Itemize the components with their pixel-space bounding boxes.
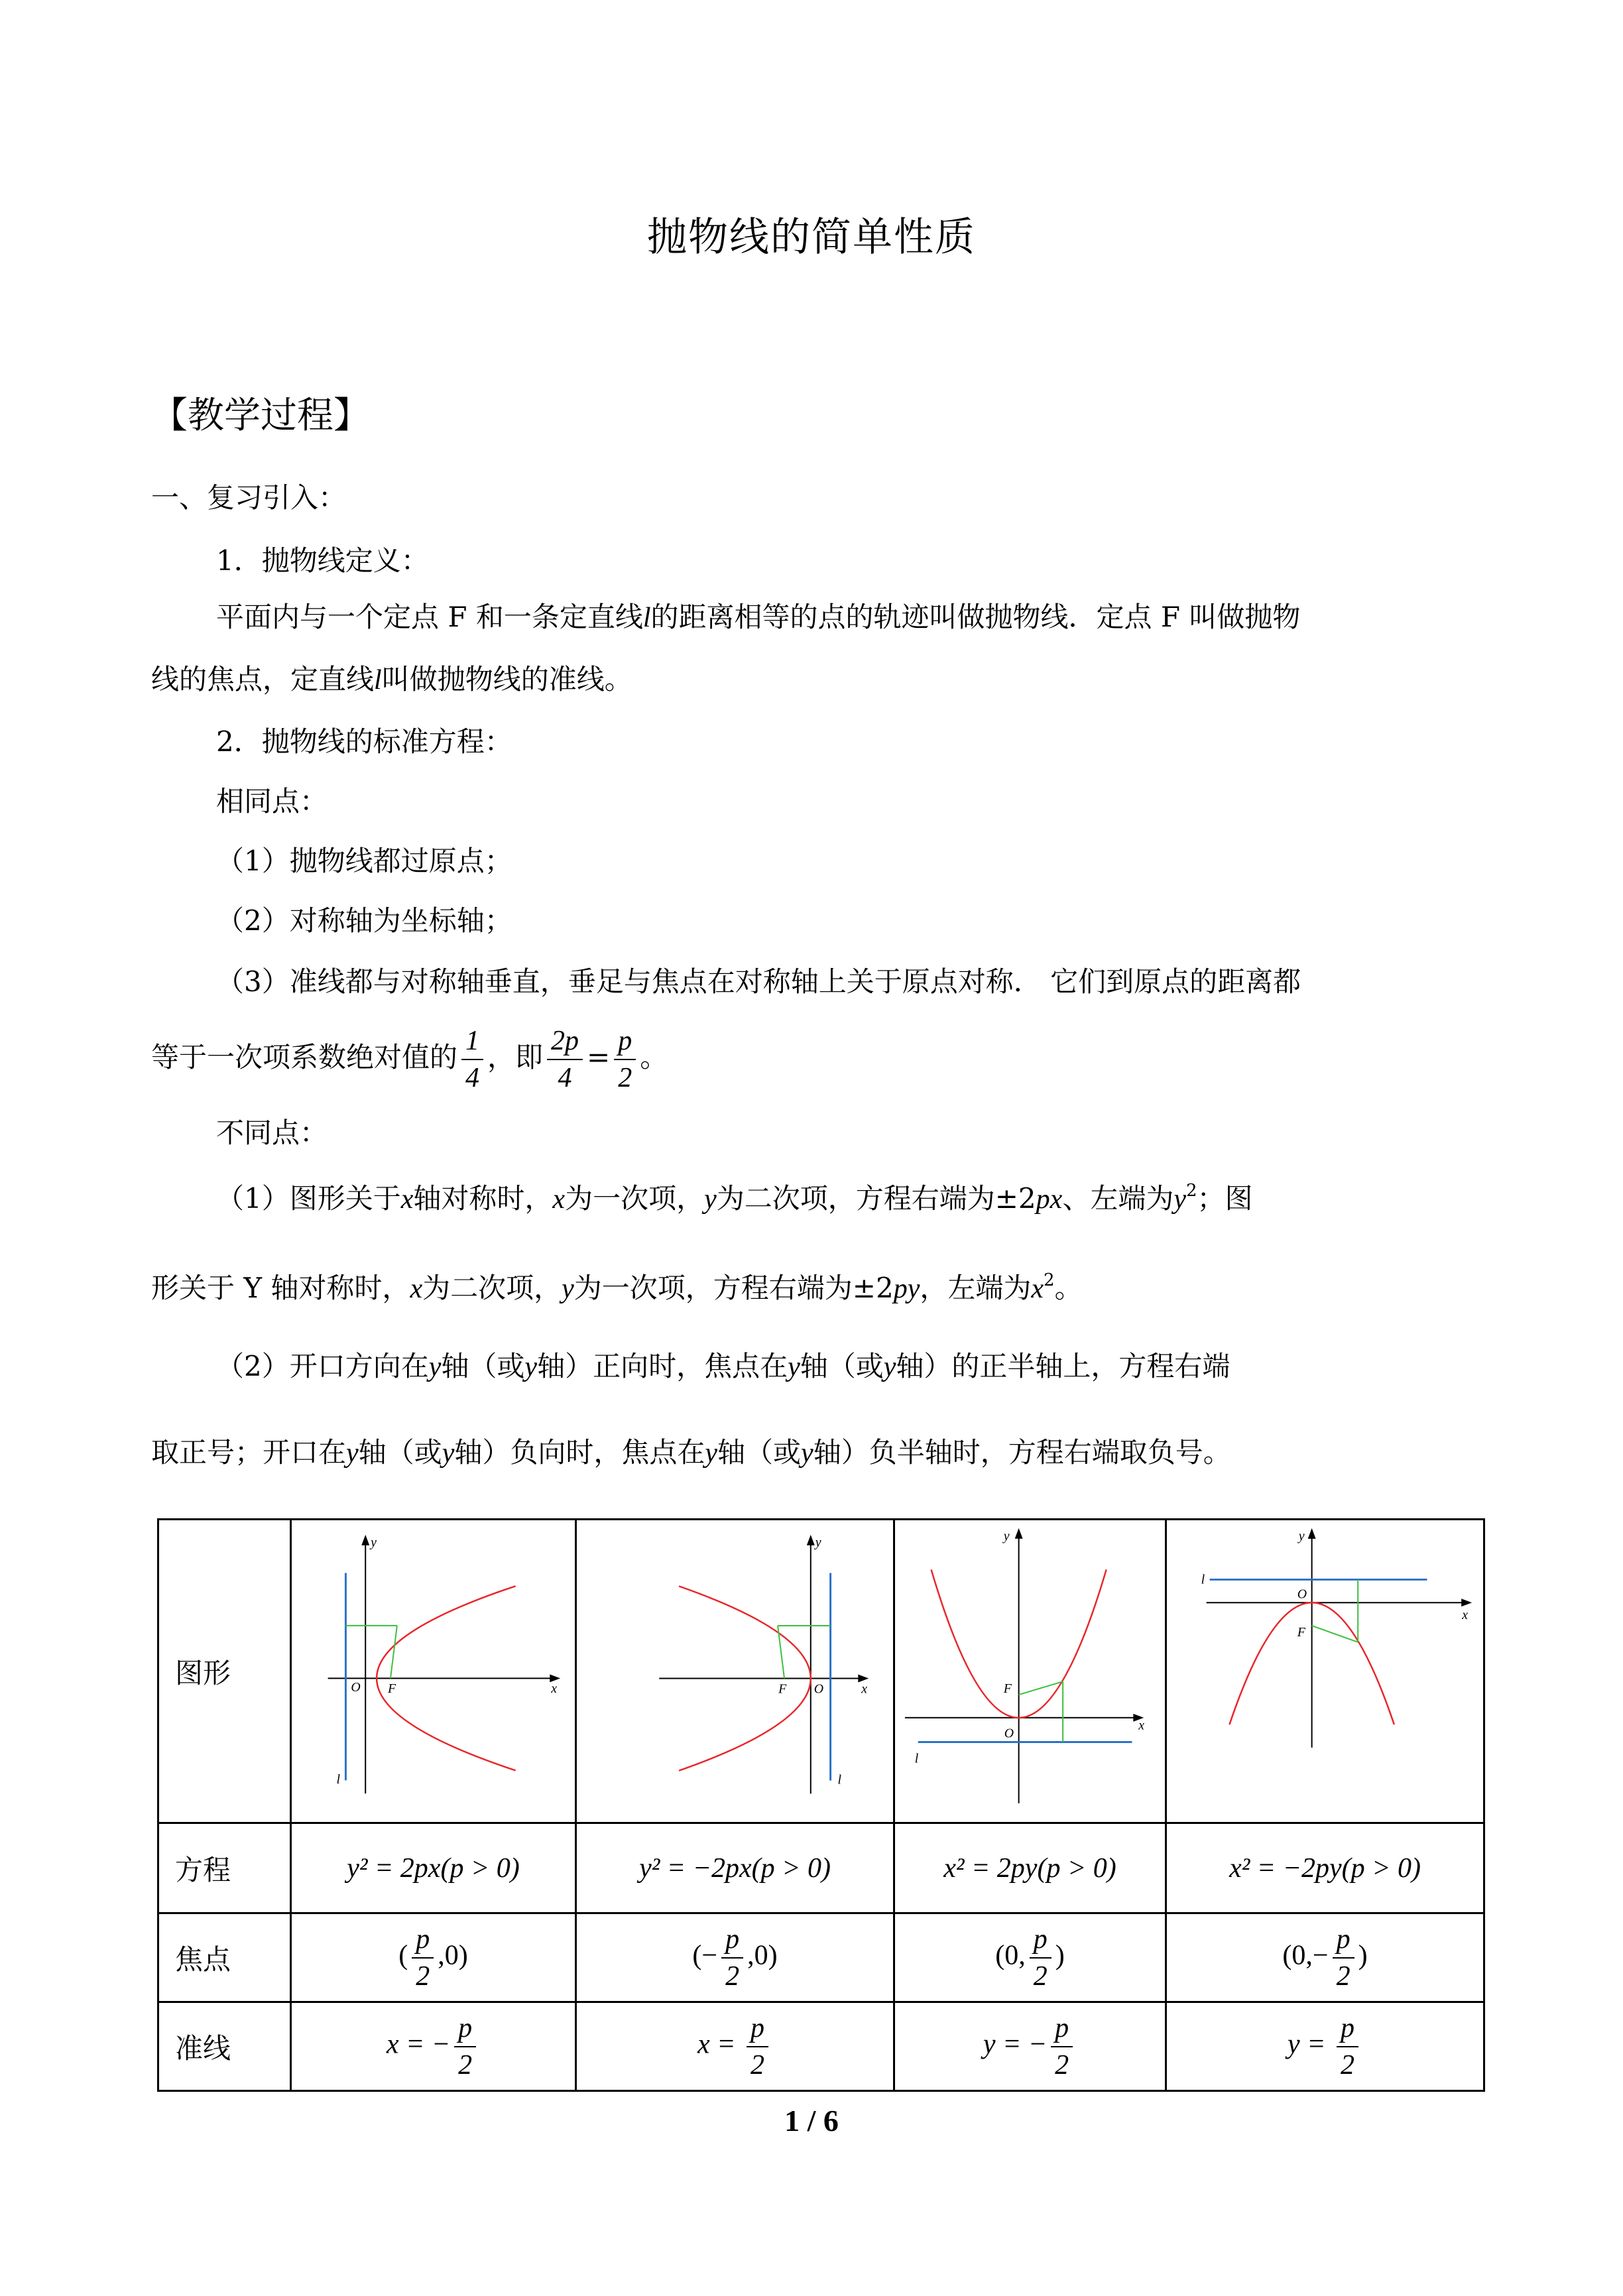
- focus-label: F: [778, 1681, 787, 1697]
- focus-row: [158, 1913, 1484, 2002]
- similarities-heading: 相同点：: [216, 785, 328, 817]
- y-axis-label: y: [815, 1535, 821, 1550]
- equation-left: y² = −2px(p > 0): [576, 1823, 894, 1913]
- equation-up: x² = 2py(p > 0): [894, 1823, 1166, 1913]
- x-axis-label: x: [551, 1681, 558, 1697]
- page-title: 抛物线的简单性质: [647, 214, 976, 261]
- row-label-focus: 焦点: [158, 1913, 291, 2002]
- focus-up: (0, $\frac{p}{2}$ ): [894, 1913, 1166, 2002]
- definition-heading: 1．抛物线定义：: [216, 544, 429, 577]
- review-heading: 一、复习引入：: [151, 481, 347, 514]
- x-axis-label: x: [861, 1681, 868, 1697]
- difference-item-1-continued: 形关于 Y 轴对称时，x为二次项，y为一次项，方程右端为±2py，左端为$x^2$。: [151, 1270, 1083, 1304]
- similarity-item-2: （2）对称轴为坐标轴；: [216, 904, 512, 937]
- definition-paragraph-line-1: 平面内与一个定点 F 和一条定直线l的距离相等的点的轨迹叫做抛物线．定点 F 叫做抛物: [216, 601, 1301, 633]
- figure-right-opening: [291, 1520, 576, 1823]
- origin-label: O: [1004, 1726, 1014, 1741]
- definition-paragraph-line-2: 线的焦点，定直线l叫做抛物线的准线。: [151, 663, 632, 695]
- equation-down: x² = −2py(p > 0): [1166, 1823, 1484, 1913]
- fraction-p-over-2: $\frac{p}{2}$: [614, 1027, 636, 1092]
- y-axis-label: y: [371, 1535, 377, 1550]
- parabola-figure-down: [1167, 1520, 1483, 1822]
- origin-label: O: [351, 1680, 361, 1695]
- similarity-item-3: （3）准线都与对称轴垂直，垂足与焦点在对称轴上关于原点对称． 它们到原点的距离都: [216, 965, 1301, 998]
- difference-item-1: （1）图形关于x轴对称时，x为一次项，y为二次项，方程右端为±2px、左端为$y^2$；图: [216, 1181, 1253, 1215]
- equation-row: [158, 1823, 1484, 1913]
- origin-label: O: [813, 1681, 824, 1697]
- row-label-directrix: 准线: [158, 2002, 291, 2091]
- x-axis-label: x: [1138, 1718, 1145, 1733]
- similarity-item-3-continued: 等于一次项系数绝对值的 $\frac{1}{4}$ ，即 $\frac{2p}{4}$ = $\frac{p}{2}$ 。: [151, 1026, 668, 1093]
- directrix-label: l: [336, 1772, 341, 1787]
- directrix-down: y = $\frac{p}{2}$: [1166, 2002, 1484, 2091]
- focus-label: F: [1297, 1624, 1305, 1640]
- y-axis-label: y: [1298, 1528, 1305, 1543]
- parabola-figure-left: [577, 1520, 893, 1822]
- figure-down-opening: [1166, 1520, 1484, 1823]
- differences-heading: 不同点：: [216, 1117, 328, 1149]
- directrix-row: [158, 2002, 1484, 2091]
- row-label-figure: 图形: [158, 1520, 291, 1823]
- directrix-label: l: [914, 1751, 919, 1766]
- directrix-up: y = − $\frac{p}{2}$: [894, 2002, 1166, 2091]
- focus-down: (0,− $\frac{p}{2}$ ): [1166, 1913, 1484, 2002]
- focus-left: (− $\frac{p}{2}$ ,0): [576, 1913, 894, 2002]
- fraction-one-quarter: $\frac{1}{4}$: [461, 1027, 483, 1092]
- figure-up-opening: [894, 1520, 1166, 1823]
- directrix-right: x = − $\frac{p}{2}$: [291, 2002, 576, 2091]
- origin-label: O: [1297, 1587, 1307, 1602]
- page-number: 1 / 6: [784, 2104, 839, 2138]
- x-axis-label: x: [1462, 1608, 1469, 1623]
- focus-label: F: [1003, 1681, 1012, 1697]
- figure-left-opening: [576, 1520, 894, 1823]
- focus-label: F: [387, 1681, 396, 1697]
- row-label-equation: 方程: [158, 1823, 291, 1913]
- equation-right: y² = 2px(p > 0): [291, 1823, 576, 1913]
- section-heading: 【教学过程】: [151, 394, 371, 436]
- parabola-figure-right: [292, 1520, 575, 1822]
- parabola-properties-table: [157, 1518, 1485, 2092]
- fraction-2p-over-4: $\frac{2p}{4}$: [547, 1027, 583, 1092]
- difference-item-2-continued: 取正号；开口在y轴（或y轴）负向时，焦点在y轴（或y轴）负半轴时，方程右端取负号。: [151, 1436, 1231, 1469]
- focus-right: ( $\frac{p}{2}$ ,0): [291, 1913, 576, 2002]
- figure-row: [158, 1520, 1484, 1823]
- parabola-figure-up: [895, 1520, 1165, 1822]
- difference-item-2: （2）开口方向在y轴（或y轴）正向时，焦点在y轴（或y轴）的正半轴上，方程右端: [216, 1350, 1231, 1382]
- directrix-label: l: [1201, 1572, 1205, 1587]
- standard-equation-heading: 2．抛物线的标准方程：: [216, 725, 512, 758]
- similarity-item-1: （1）抛物线都过原点；: [216, 845, 512, 877]
- directrix-label: l: [837, 1772, 842, 1787]
- directrix-left: x = $\frac{p}{2}$: [576, 2002, 894, 2091]
- y-axis-label: y: [1003, 1529, 1010, 1544]
